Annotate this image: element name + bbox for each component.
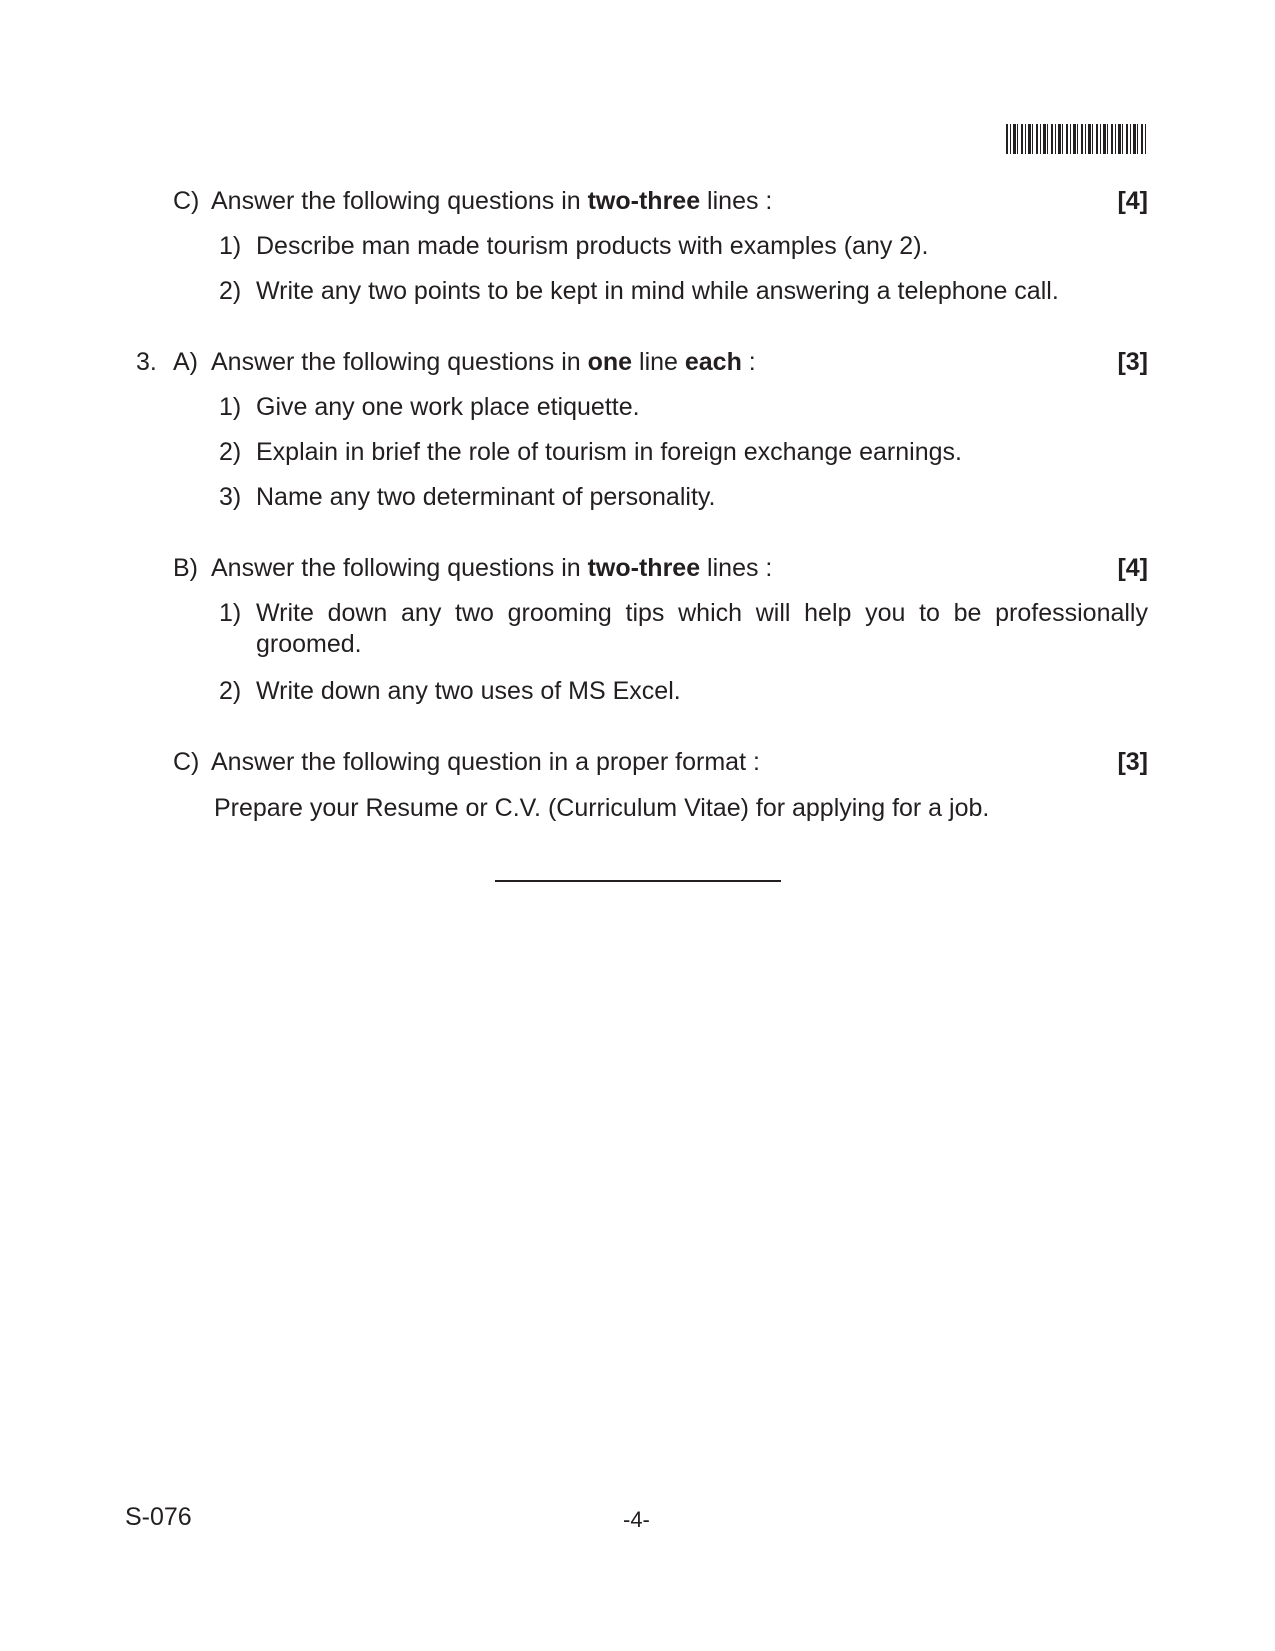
q3b-item-2-text: Write down any two uses of MS Excel. (256, 677, 681, 705)
q3b-item-1-number: 1) (219, 599, 242, 627)
q3a-item-2-text: Explain in brief the role of tourism in foreign exchange earnings. (256, 438, 962, 466)
q3b-item-2-number: 2) (219, 677, 242, 705)
q3b-label: B) (173, 554, 198, 582)
q3a-item-1-text: Give any one work place etiquette. (256, 393, 640, 421)
q3b-marks: [4] (1117, 554, 1148, 582)
q3-number: 3. (136, 348, 157, 376)
page-number: -4- (623, 1507, 650, 1532)
q3a-instruction: Answer the following questions in one line each : (211, 348, 756, 376)
q3a-marks: [3] (1117, 348, 1148, 376)
q3a-item-1-number: 1) (219, 393, 242, 421)
barcode (1006, 124, 1148, 154)
q2c-item-1-number: 1) (219, 232, 242, 260)
q3b-item-1-text: Write down any two grooming tips which will help you to be professionally groomed. (256, 599, 1148, 658)
q3c-label: C) (173, 748, 200, 776)
q3a-item-3-number: 3) (219, 483, 242, 511)
q3c-marks: [3] (1117, 748, 1148, 776)
q2c-item-2-number: 2) (219, 277, 242, 305)
q2c-marks: [4] (1117, 187, 1148, 215)
q3a-label: A) (173, 348, 198, 376)
paper-code: S-076 (125, 1503, 192, 1531)
q2c-label: C) (173, 187, 200, 215)
q3b-instruction: Answer the following questions in two-three lines : (211, 554, 773, 582)
q2c-instruction: Answer the following questions in two-three lines : (211, 187, 773, 215)
q3a-item-3-text: Name any two determinant of personality. (256, 483, 716, 511)
q3c-body: Prepare your Resume or C.V. (Curriculum Vitae) for applying for a job. (214, 794, 990, 822)
q2c-item-1-text: Describe man made tourism products with examples (any 2). (256, 232, 929, 260)
end-rule (495, 880, 781, 882)
q3c-instruction: Answer the following question in a proper format : (211, 748, 760, 776)
q2c-item-2-text: Write any two points to be kept in mind while answering a telephone call. (256, 277, 1059, 305)
q3a-item-2-number: 2) (219, 438, 242, 466)
